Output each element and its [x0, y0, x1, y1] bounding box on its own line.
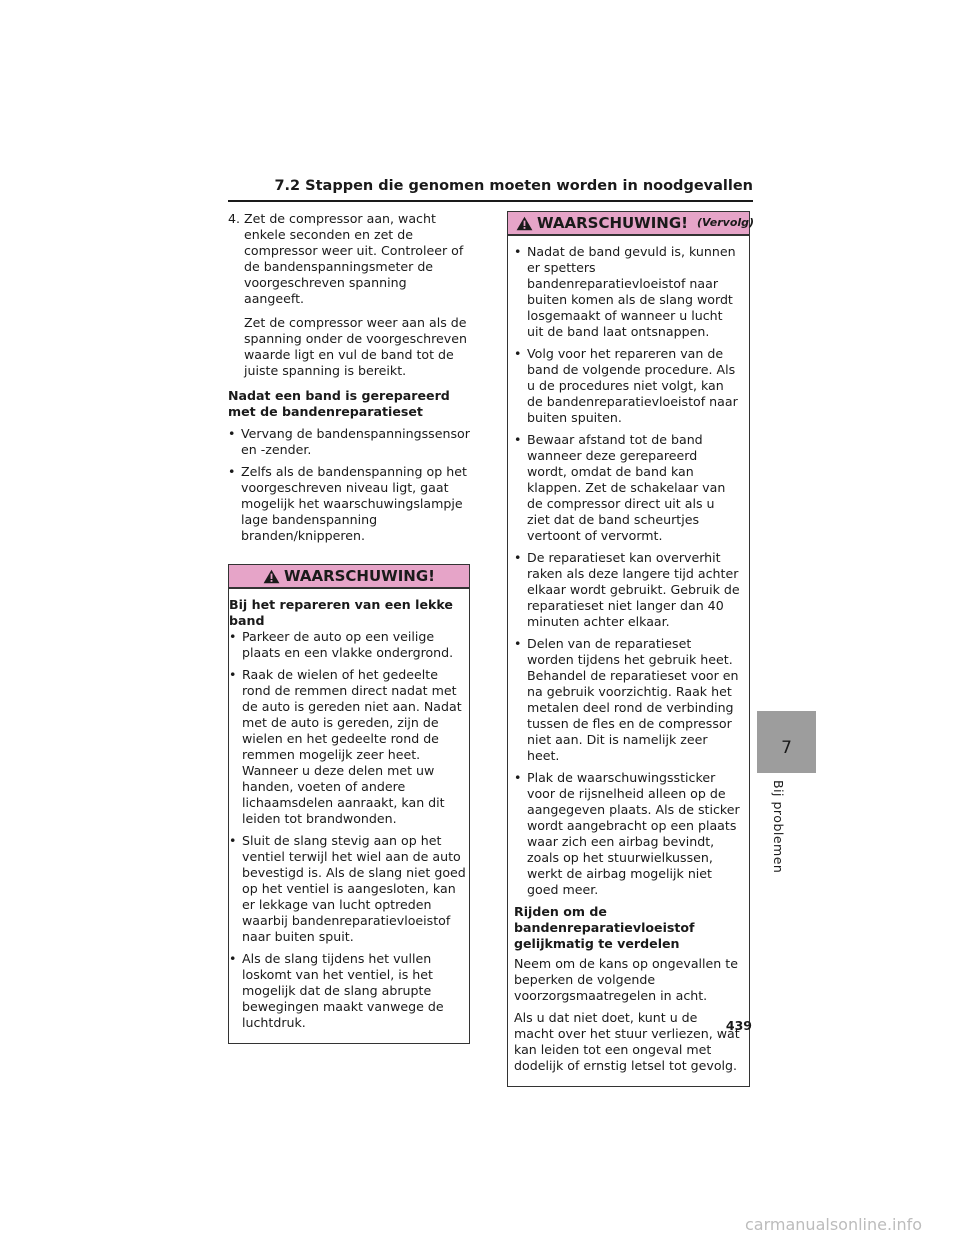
list-item: • Zelfs als de bandenspanning op het voorgeschreven niveau ligt, gaat mogelijk het waarschuwingslampje lage bandenspanning branden/knipperen. — [228, 464, 470, 544]
warning-triangle-icon — [516, 216, 533, 231]
warning-box-continued — [507, 211, 755, 1087]
step-paragraph-1: Zet de compressor aan, wacht enkele seconden en zet de compressor weer uit. Controleer of de bandenspanningsmeter de voorgeschreven spanning aangeeft. — [244, 211, 464, 306]
right-column — [507, 211, 755, 1087]
list-item: • Parkeer de auto op een veilige plaats en een vlakke ondergrond. — [229, 629, 469, 661]
list-item: • Volg voor het repareren van de band de volgende procedure. Als u de procedures niet volgt, kan de bandenreparatievloeistof naar buiten spuiten. — [514, 346, 741, 426]
section-header: 7.2 Stappen die genomen moeten worden in noodgevallen — [274, 178, 753, 194]
list-item: • De reparatieset kan oververhit raken als deze langere tijd achter elkaar wordt gebruikt. Gebruik de reparatieset niet langer dan 40 minuten achter elkaar. — [514, 550, 741, 630]
list-item: • Plak de waarschuwingssticker voor de rijsnelheid alleen op de aangegeven plaats. Als de sticker wordt aangebracht op een plaats waar zich een airbag bevindt, zoals op het stuurwielkussen, werkt de airbag mogelijk niet goed meer. — [514, 770, 741, 898]
list-item: • Als de slang tijdens het vullen loskomt van het ventiel, is het mogelijk dat de slang abrupte bewegingen maakt vanwege de luchtdruk. — [229, 951, 469, 1031]
warning-header — [229, 565, 469, 589]
warning-title: WAARSCHUWING! — [283, 567, 436, 585]
warning-continued-label: (Vervolg) — [697, 216, 755, 229]
step-number: 4. — [228, 211, 241, 226]
list-item: • Nadat de band gevuld is, kunnen er spetters bandenreparatievloeistof naar buiten komen als de slang wordt losgemaakt of wanneer u lucht uit de band laat ontsnappen. — [514, 244, 741, 340]
warning-header — [508, 212, 755, 236]
warning-body — [508, 236, 749, 1086]
warning-box — [228, 564, 470, 1044]
page-number: 439 — [725, 1018, 752, 1033]
driving-paragraph-1: Neem om de kans op ongevallen te beperken de volgende voorzorgsmaatregelen in acht. — [514, 956, 738, 1003]
list-item: • Vervang de bandenspanningssensor en -zender. — [228, 426, 470, 458]
left-column — [228, 211, 470, 1044]
warning-bullet-list — [514, 244, 741, 898]
step-4 — [228, 211, 470, 379]
footer-watermark: carmanualsonline.info — [745, 1215, 923, 1234]
driving-subheading: Rijden om de bandenreparatievloeistof gelijkmatig te verdelen — [514, 904, 695, 951]
list-item: • Sluit de slang stevig aan op het ventiel terwijl het wiel aan de auto bevestigd is. Als de slang niet goed op het ventiel is aangesloten, kan er lekkage van lucht optreden waarbij bandenreparatievloeistof naar buiten spuit. — [229, 833, 469, 945]
driving-paragraph-2: Als u dat niet doet, kunt u de macht over het stuur verliezen, wat kan leiden tot een ongeval met dodelijk of ernstig letsel tot gevolg. — [514, 1010, 740, 1073]
warning-bullet-list — [229, 629, 469, 1031]
list-item: • Delen van de reparatieset worden tijdens het gebruik heet. Behandel de reparatieset voor en na gebruik voorzichtig. Raak het metalen deel rond de verbinding tussen de fles en de compressor niet aan. Dit is namelijk zeer heet. — [514, 636, 741, 764]
chapter-label: Bij problemen — [771, 780, 786, 874]
warning-triangle-icon — [263, 569, 280, 584]
list-item: • Bewaar afstand tot de band wanneer deze gerepareerd wordt, omdat de band kan klappen. Zet de schakelaar van de compressor direct uit als u ziet dat de band scheurtjes vertoont of vervormt. — [514, 432, 741, 544]
warning-subheading: Bij het repareren van een lekke band — [229, 597, 453, 628]
step-paragraph-2: Zet de compressor weer aan als de spanning onder de voorgeschreven waarde ligt en vul de band tot de juiste spanning is bereikt. — [244, 315, 467, 378]
warning-title: WAARSCHUWING! — [537, 214, 689, 232]
repair-bullet-list — [228, 426, 470, 544]
repair-subheading: Nadat een band is gerepareerd met de bandenreparatieset — [228, 388, 450, 419]
list-item: • Raak de wielen of het gedeelte rond de remmen direct nadat met de auto is gereden niet aan. Nadat met de auto is gereden, zijn de wielen en het gedeelte rond de remmen mogelijk zeer heet. Wanneer u deze delen met uw handen, voeten of andere lichaamsdelen aanraakt, kan dit leiden tot brandwonden. — [229, 667, 469, 827]
header-rule — [228, 200, 753, 202]
warning-body — [229, 589, 469, 1043]
step-body — [244, 211, 470, 379]
chapter-number: 7 — [781, 738, 792, 758]
